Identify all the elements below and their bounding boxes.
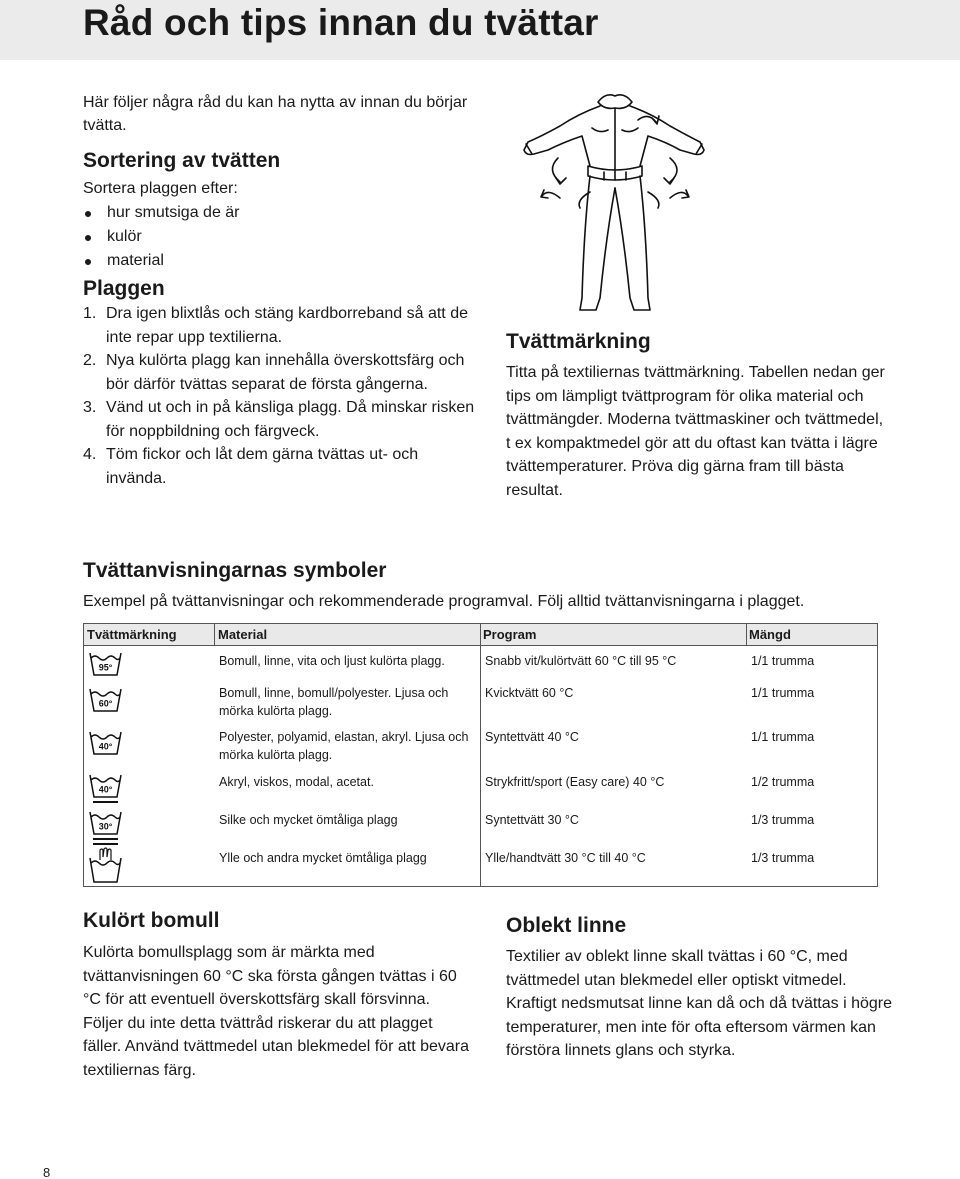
list-item xyxy=(83,201,483,225)
material-cell: Ylle och andra mycket ömtåliga plagg xyxy=(219,851,427,865)
program-cell: Ylle/handtvätt 30 °C till 40 °C xyxy=(485,851,646,865)
program-cell: Strykfritt/sport (Easy care) 40 °C xyxy=(485,775,665,789)
page-number: 8 xyxy=(43,1165,51,1179)
material-cell: Bomull, linne, vita och ljust kulörta plagg. xyxy=(219,654,445,668)
care-label-heading: Tvättmärkning xyxy=(506,330,651,353)
sorting-lead: Sortera plaggen efter: xyxy=(83,180,238,197)
amount-cell: 1/2 trumma xyxy=(751,775,815,789)
material-cell: Akryl, viskos, modal, acetat. xyxy=(219,775,374,789)
symbols-heading: Tvättanvisningarnas symboler xyxy=(83,559,387,582)
sorting-heading: Sortering av tvätten xyxy=(83,149,281,172)
colored-cotton-text: Kulörta bomullsplagg som är märkta med tvättanvisningen 60 °C ska första gången tvättas i 60 °C för att eventuell överskottsfärg skall försvinna. Följer du inte detta tvättråd riskerar du att plagget fäller. Använd tvättmedel utan blekmedel för att bevara textiliernas färg. xyxy=(83,944,470,1079)
step-number: 1. xyxy=(83,305,97,322)
care-label-text: Titta på textiliernas tvättmärkning. Tabellen nedan ger tips om lämpligt tvättprogram för olika material och tvättmängder. Moderna tvättmaskiner och tvättmedel, t ex kompaktmedel gör att du oftast kan tvätta i lägre tvättemperaturer. Pröva dig gärna fram till bästa resultat. xyxy=(506,364,885,499)
sorting-list xyxy=(83,201,483,273)
material-cell: Bomull, linne, bomull/polyester. Ljusa och mörka kulörta plagg. xyxy=(219,686,449,718)
wash-temp-label: 40° xyxy=(98,741,113,752)
step-number: 3. xyxy=(83,399,97,416)
column-divider xyxy=(746,624,747,646)
column-divider xyxy=(480,624,481,886)
unbleached-linen-heading: Oblekt linne xyxy=(506,914,627,937)
program-cell: Snabb vit/kulörtvätt 60 °C till 95 °C xyxy=(485,654,677,668)
wash-30-delicate-icon xyxy=(89,810,122,846)
step-item xyxy=(83,443,483,490)
wash-40-icon xyxy=(89,730,122,756)
step-text: Dra igen blixtlås och stäng kardborreband så att de inte repar upp textilierna. xyxy=(106,305,468,346)
wash-temp-label: 30° xyxy=(98,821,113,832)
amount-cell: 1/3 trumma xyxy=(751,851,815,865)
list-item xyxy=(83,249,483,273)
list-item-text: hur smutsiga de är xyxy=(107,204,240,221)
intro-text: Här följer några råd du kan ha nytta av innan du börjar tvätta. xyxy=(83,94,468,134)
bullet-icon xyxy=(85,259,91,265)
wash-60-icon xyxy=(89,687,122,713)
wash-temp-label: 95° xyxy=(98,662,113,673)
colored-cotton-heading: Kulört bomull xyxy=(83,909,220,932)
wash-temp-label: 40° xyxy=(98,784,113,795)
left-column xyxy=(83,91,483,490)
amount-cell: 1/1 trumma xyxy=(751,730,815,744)
wash-95-icon xyxy=(89,651,122,677)
step-item xyxy=(83,396,483,443)
material-cell: Silke och mycket ömtåliga plagg xyxy=(219,813,398,827)
amount-cell: 1/3 trumma xyxy=(751,813,815,827)
step-text: Vänd ut och in på känsliga plagg. Då minskar risken för noppbildning och färgveck. xyxy=(106,399,475,440)
wash-temp-label: 60° xyxy=(98,698,113,709)
column-header: Material xyxy=(218,627,268,642)
step-item xyxy=(83,349,483,396)
column-header: Program xyxy=(483,627,537,642)
program-cell: Kvicktvätt 60 °C xyxy=(485,686,574,700)
symbols-intro: Exempel på tvättanvisningar och rekommenderade programval. Följ alltid tvättanvisningarna i plagget. xyxy=(83,593,805,610)
garments-steps xyxy=(83,302,483,490)
step-text: Nya kulörta plagg kan innehålla överskottsfärg och bör därför tvättas separat de första gångerna. xyxy=(106,352,465,393)
list-item-text: material xyxy=(107,252,164,269)
bullet-icon xyxy=(85,211,91,217)
column-header: Tvättmärkning xyxy=(87,627,177,642)
care-symbols-table xyxy=(83,623,878,887)
bullet-icon xyxy=(85,235,91,241)
hand-wash-icon xyxy=(89,846,122,884)
program-cell: Syntettvätt 30 °C xyxy=(485,813,579,827)
column-divider xyxy=(214,624,215,646)
material-cell: Polyester, polyamid, elastan, akryl. Ljusa och mörka kulörta plagg. xyxy=(219,730,469,762)
page-title: Råd och tips innan du tvättar xyxy=(83,2,599,43)
garment-inside-out-illustration xyxy=(520,88,710,318)
amount-cell: 1/1 trumma xyxy=(751,654,815,668)
list-item-text: kulör xyxy=(107,228,142,245)
unbleached-linen-text: Textilier av oblekt linne skall tvättas i 60 °C, med tvättmedel utan blekmedel eller optiskt vitmedel. Kraftigt nedsmutsat linne kan då och då tvättas i högre temperaturer, men inte för ofta eftersom värmen kan förstöra linnets glans och styrka. xyxy=(506,948,893,1059)
garments-heading: Plaggen xyxy=(83,277,165,300)
step-number: 4. xyxy=(83,446,97,463)
step-item xyxy=(83,302,483,349)
amount-cell: 1/1 trumma xyxy=(751,686,815,700)
column-header: Mängd xyxy=(749,627,791,642)
step-number: 2. xyxy=(83,352,97,369)
wash-40-gentle-icon xyxy=(89,773,122,805)
program-cell: Syntettvätt 40 °C xyxy=(485,730,579,744)
step-text: Töm fickor och låt dem gärna tvättas ut- och invända. xyxy=(106,446,419,487)
list-item xyxy=(83,225,483,249)
